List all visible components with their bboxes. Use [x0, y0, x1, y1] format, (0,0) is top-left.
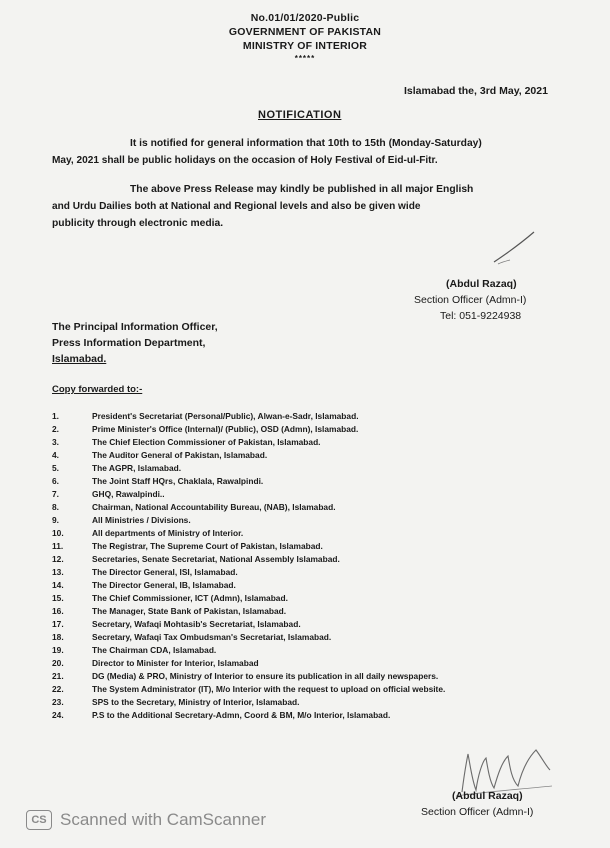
notification-document: No.01/01/2020-Public GOVERNMENT OF PAKISTAN MINISTRY OF INTERIOR ***** Islamabad the, 3rd May, 2021 NOTIFICATION It is notified for general information that 10th to 15th (Monday-Saturday) May, 2021 shall be public holidays on the occasion of Holy Festival of Eid-ul-Fitr. The above Press Release may kindly be published in all major English and Urdu Dailies both at National and Regional levels and also be given wide publicity through electronic media. (Abdul Razaq) Section Officer (Admn-I) Tel: 051-9224938 The Principal Information Officer, Press Information Department, Islamabad. Copy forwarded to:- 1. President's Secretariat (Personal/Public), Alwan-e-Sadr, Islamabad. 2. Prime Minister's Office (Internal)/ (Public), OSD (Admn), Islamabad. 3. The Chief Election Commissioner of Pakistan, Islamabad. 4. The Auditor General of Pakistan, Islamabad. 5. The AGPR, Islamabad. 6. The Joint Staff HQrs, Chaklala, Rawalpindi. 7. GHQ, Rawalpindi.. 8. Chairman, National Accountability Bureau, (NAB), Islamabad. 9. All Ministries / Divisions. 10. All departments of Ministry of Interior. 11. The Registrar, The Supreme Court of Pakistan, Islamabad. 12. Secretaries, Senate Secretariat, National Assembly Islamabad. 13. The Director General, ISI, Islamabad. 14. The Director General, IB, Islamabad. 15. The Chief Commissioner, ICT (Admn), Islamabad. 16. The Manager, State Bank of Pakistan, Islamabad. 17. Secretary, Wafaqi Mohtasib's Secretariat, Islamabad. 18. Secretary, Wafaqi Tax Ombudsman's Secretariat, Islamabad. 19. The Chairman CDA, Islamabad. 20. Director to Minister for Interior, Islamabad 21. DG (Media) & PRO, Ministry of Interior to ensure its publication in all daily newspapers. 22. The System Administrator (IT), M/o Interior with the request to upload on official website. 23. SPS to the Secretary, Ministry of Interior, Islamabad. 24. P.S to the Additional Secretary-Admn, Coord & BM, M/o Interior, Islamabad. (Abdul Razaq) Section Officer (Admn-I) CS Scanned with CamScanner — [0, 0, 610, 848]
para1-line1: It is notified for general information that 10th to 15th (Monday-Saturday) — [130, 138, 482, 149]
reference-number: No.01/01/2020-Public — [250, 12, 360, 24]
signatory2-name: (Abdul Razaq) — [452, 790, 523, 802]
addressee-line3: Islamabad. — [52, 353, 107, 365]
signature-mark-1 — [490, 228, 540, 268]
signatory1-designation: Section Officer (Admn-I) — [414, 294, 527, 306]
camscanner-watermark — [0, 806, 610, 848]
header-stars: ***** — [294, 54, 316, 63]
para1-line2: May, 2021 shall be public holidays on the occasion of Holy Festival of Eid-ul-Fitr. — [52, 155, 438, 166]
camscanner-logo-icon: CS — [26, 810, 52, 830]
page-title: NOTIFICATION — [258, 109, 342, 121]
addressee-line2: Press Information Department, — [52, 337, 206, 349]
ministry-heading: MINISTRY OF INTERIOR — [242, 40, 368, 52]
para2-line2: and Urdu Dailies both at National and Regional levels and also be given wide — [52, 201, 421, 212]
para2-line3: publicity through electronic media. — [52, 218, 224, 229]
signatory1-tel: Tel: 051-9224938 — [440, 310, 522, 322]
copy-forwarded-heading: Copy forwarded to:- — [52, 384, 143, 395]
watermark-text: Scanned with CamScanner — [60, 810, 267, 829]
signatory1-name: (Abdul Razaq) — [446, 278, 517, 290]
signatory2-designation: Section Officer (Admn-I) — [421, 806, 534, 818]
para2-line1: The above Press Release may kindly be published in all major English — [130, 184, 474, 195]
addressee-line1: The Principal Information Officer, — [52, 321, 218, 333]
government-heading: GOVERNMENT OF PAKISTAN — [228, 26, 382, 38]
date-line: Islamabad the, 3rd May, 2021 — [404, 85, 548, 97]
